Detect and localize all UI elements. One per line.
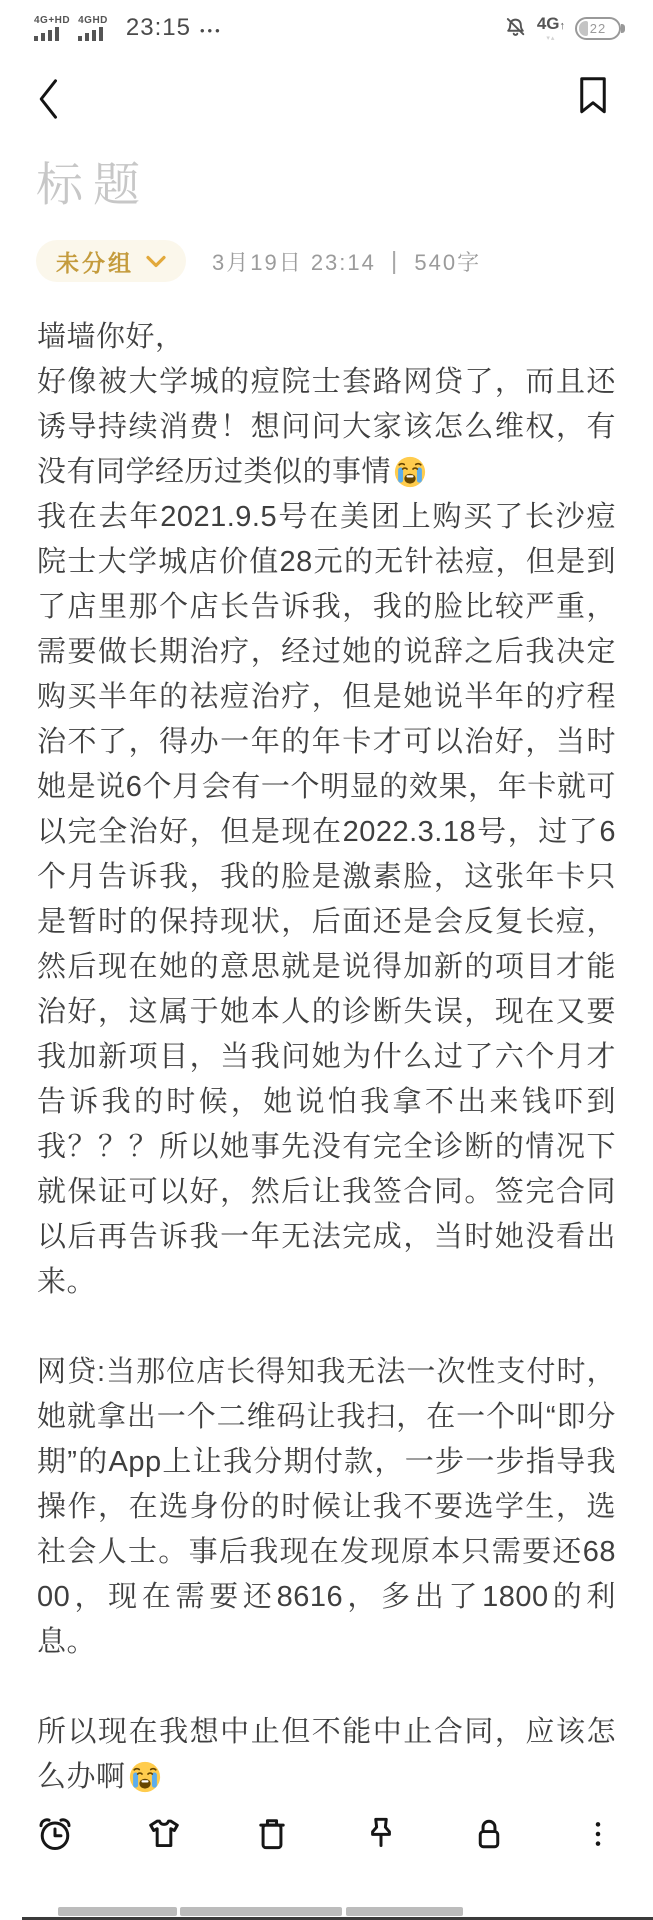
pin-button[interactable] — [354, 1807, 408, 1861]
note-paragraph: 网贷:当那位店长得知我无法一次性支付时，她就拿出一个二维码让我扫，在一个叫“即分期”的App上让我分期付款，一步一步指导我操作，在选身份的时候让我不要选学生，选社会人士。事后我现在发现原本只需要还6800，现在需要还8616，多出了1800的利息。 — [37, 1356, 616, 1658]
reminder-button[interactable] — [28, 1807, 82, 1861]
bookmark-button[interactable] — [575, 74, 615, 118]
chevron-down-icon — [146, 255, 166, 268]
note-paragraph — [37, 1305, 616, 1350]
note-paragraph: 我在去年2021.9.5号在美团上购买了长沙痘院士大学城店价值28元的无针祛痘，但是到了店里那个店长告诉我，我的脸比较严重，需要做长期治疗，经过她的说辞之后我决定购买半年的祛痘治疗，但是她说半年的疗程治不了，得办一年的年卡才可以治好，当时她是说6个月会有一个明显的效果，年卡就可以完全治好，但是现在2022.3.18号，过了6个月告诉我，我的脸是激素脸，这张年卡只是暂时的保持现状，后面还是会反复长痘，然后现在她的意思就是说得加新的项目才能治好，这属于她本人的诊断失误，现在又要我加新项目，当我问她为什么过了六个月才告诉我的时候，她说怕我拿不出来钱吓到我？？？所以她事先没有完全诊断的情况下就保证可以好，然后让我签合同。签完合同以后再告诉我一年无法完成，当时她没看出来。 — [37, 501, 616, 1298]
battery-indicator — [575, 17, 621, 40]
skin-button[interactable] — [137, 1807, 191, 1861]
network-up-arrow: ↑ — [559, 19, 565, 32]
alarm-icon — [34, 1813, 76, 1855]
bottom-toolbar — [28, 1802, 625, 1866]
bookmark-icon — [575, 74, 611, 118]
battery-level: 22 — [589, 20, 607, 36]
status-bar — [34, 8, 627, 48]
gesture-bar-segment — [346, 1907, 463, 1916]
title-input[interactable]: 标题 — [36, 158, 150, 211]
status-time: 23:15 — [125, 14, 191, 41]
trash-icon — [251, 1813, 293, 1855]
lock-icon — [468, 1813, 510, 1855]
back-button[interactable] — [36, 78, 76, 122]
crying-face-emoji — [394, 456, 426, 488]
signal-group-sim1 — [34, 16, 70, 41]
pin-icon — [360, 1813, 402, 1855]
delete-button[interactable] — [245, 1807, 299, 1861]
meta-separator: | — [390, 246, 400, 275]
note-paragraph: 好像被大学城的痘院士套路网贷了，而且还诱导持续消费！想问问大家该怎么维权，有没有同学经历过类似的事情 — [37, 366, 616, 488]
word-count: 540字 — [414, 249, 482, 275]
notebook-selector[interactable] — [36, 240, 186, 282]
signal-bars-icon — [34, 26, 61, 41]
note-paragraph: 墙墙你好， — [37, 321, 185, 353]
battery-nub — [621, 24, 625, 33]
status-more-dots: ••• — [199, 22, 223, 38]
signal-bars-icon — [78, 26, 105, 41]
shirt-icon — [143, 1813, 185, 1855]
note-body-editor[interactable] — [37, 315, 616, 1800]
note-paragraph: 所以现在我想中止但不能中止合同，应该怎么办啊 — [37, 1716, 616, 1793]
network-activity-hint: ▾▴ — [546, 34, 556, 42]
notebook-name: 未分组 — [56, 249, 134, 276]
note-date: 3月19日 23:14 — [212, 249, 376, 275]
network-label-sim2: 4GHD — [78, 14, 108, 26]
signal-group-sim2 — [78, 16, 108, 41]
lock-button[interactable] — [462, 1807, 516, 1861]
network-type-indicator: 4G↑ ▾▴ — [536, 13, 565, 42]
gesture-bar-segment — [180, 1907, 342, 1916]
back-chevron-icon — [36, 78, 62, 120]
note-paragraph — [37, 1665, 616, 1710]
network-label-sim1: 4G+HD — [34, 14, 71, 26]
notification-muted-icon — [502, 15, 529, 42]
note-info — [212, 246, 481, 277]
crying-face-emoji — [129, 1761, 161, 1793]
more-icon — [581, 1814, 615, 1854]
gesture-bar-segment — [58, 1907, 177, 1916]
more-button[interactable] — [571, 1807, 625, 1861]
note-meta-row — [36, 240, 617, 282]
